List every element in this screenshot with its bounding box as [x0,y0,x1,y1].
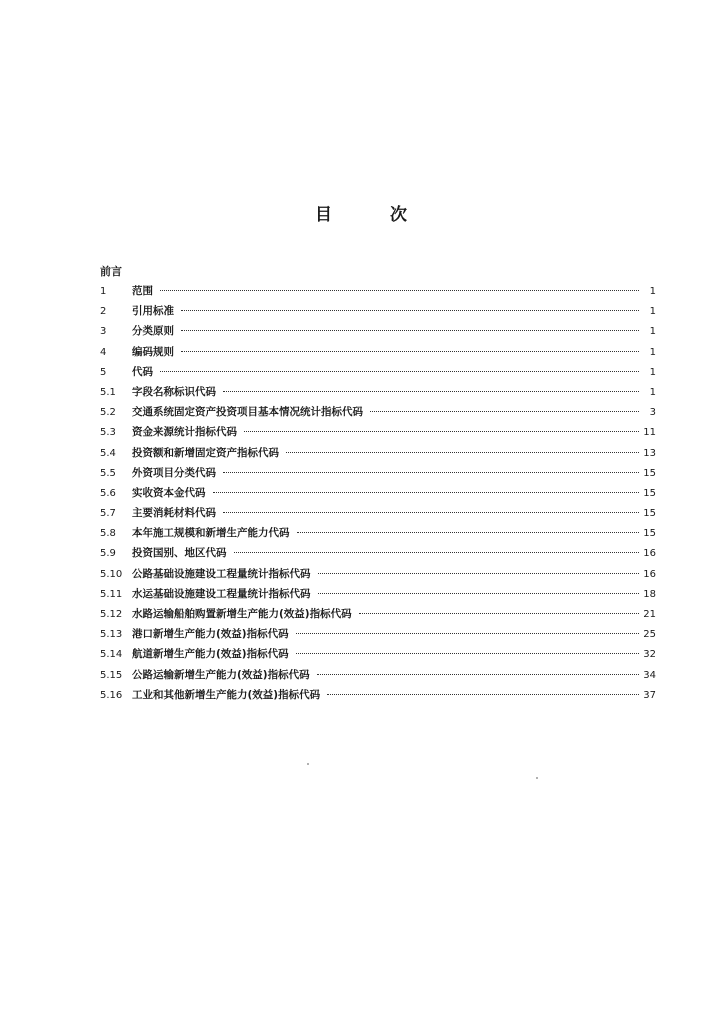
toc-entry-number: 3 [100,326,107,338]
toc-entry [100,685,656,705]
toc-leader-dots [286,452,639,453]
toc-entry [100,564,656,584]
toc-entry-number: 2 [100,306,107,318]
toc-entry-title: 水运基础设施建设工程量统计指标代码 [132,587,311,600]
toc-entry [100,644,656,664]
toc-entry-title: 本年施工规模和新增生产能力代码 [132,527,290,540]
toc-entry-title: 投资额和新增固定资产指标代码 [132,446,279,459]
toc-entry-number: 5.5 [100,467,116,479]
toc-entry-page: 11 [643,427,656,439]
toc-entry-page: 1 [649,386,656,398]
toc-entry-title: 交通系统固定资产投资项目基本情况统计指标代码 [132,406,363,419]
toc-entry [100,463,656,483]
toc-entry-page: 1 [649,286,656,297]
toc-entry-page: 16 [643,568,656,580]
toc-entry-page: 21 [643,609,656,620]
toc-entry-title: 工业和其他新增生产能力(效益)指标代码 [132,688,321,701]
toc-entry-number: 5.4 [100,447,116,459]
toc-entry [100,443,656,463]
toc-entry-page: 15 [643,508,656,520]
toc-leader-dots [370,411,639,412]
toc-entry-page: 18 [643,588,656,600]
toc-entry-number: 5.9 [100,548,116,560]
toc-entry [100,523,656,543]
toc-leader-dots [223,391,639,392]
toc-leader-dots [213,492,640,493]
toc-entry-page: 16 [643,548,656,560]
toc-leader-dots [317,674,639,675]
toc-entry-page: 15 [643,528,656,540]
toc-entry-page: 1 [649,346,656,358]
toc-entry [100,543,656,563]
toc-leader-dots [181,351,639,352]
toc-entry-title: 范围 [132,285,153,297]
toc-leader-dots [296,633,639,634]
toc-leader-dots [359,613,639,614]
toc-leader-dots [223,512,639,513]
toc-leader-dots [160,290,639,291]
toc-entry-page: 15 [643,467,656,479]
toc-entry [100,342,656,362]
toc-entry-title: 投资国别、地区代码 [132,547,227,560]
toc-entry-title: 字段名称标识代码 [132,385,216,398]
toc-entry-title: 代码 [132,365,153,378]
toc-leader-dots [181,330,639,331]
toc-entry-page: 1 [649,366,656,378]
toc-entry [100,483,656,503]
toc-entry-title: 主要消耗材料代码 [132,507,216,520]
page-title: 目 次 [315,205,433,225]
toc-entry-page: 32 [643,649,656,661]
toc-entry [100,301,656,321]
toc-entry-number: 5.11 [100,588,123,600]
toc-entry-title: 外资项目分类代码 [132,466,216,479]
toc-entry-title: 港口新增生产能力(效益)指标代码 [132,628,289,641]
toc-entry-number: 5.3 [100,427,116,439]
toc-entry-number: 5.8 [100,528,116,540]
toc-entry-number: 5.16 [100,689,123,701]
toc-entry-title: 航道新增生产能力(效益)指标代码 [132,648,289,661]
toc-entry [100,281,656,301]
toc-entry-number: 5.7 [100,508,116,520]
toc-leader-dots [297,532,640,533]
toc-heading-foreword: 前言 [100,265,122,278]
toc-entry-title: 公路基础设施建设工程量统计指标代码 [132,567,311,580]
toc-entry [100,382,656,402]
toc-entry [100,402,656,422]
toc-entry [100,321,656,341]
toc-leader-dots [296,653,639,654]
toc-entry-number: 5.6 [100,487,116,499]
toc-entry-title: 引用标准 [132,305,174,318]
toc-entry [100,604,656,624]
toc-entry-number: 5.12 [100,609,123,620]
scan-speck [307,763,309,765]
toc-leader-dots [318,573,640,574]
toc-leader-dots [160,371,639,372]
toc-entry-title: 编码规则 [132,345,174,358]
toc-entry-title: 资金来源统计指标代码 [132,426,237,439]
toc-entry-number: 4 [100,346,107,358]
toc-entry-number: 5 [100,366,107,378]
toc-leader-dots [244,431,639,432]
toc-entry-title: 实收资本金代码 [132,486,206,499]
toc-entry-number: 5.13 [100,629,123,641]
toc-entry-page: 34 [643,669,656,681]
toc-entry-page: 13 [643,447,656,459]
toc-leader-dots [234,552,640,553]
toc-entry-page: 1 [649,306,656,318]
toc-entry-title: 分类原则 [132,325,174,338]
toc-leader-dots [223,472,639,473]
toc-leader-dots [327,694,639,695]
toc-entry [100,362,656,382]
table-of-contents [100,281,656,705]
toc-entry [100,624,656,644]
toc-entry-number: 1 [100,286,107,297]
toc-entry-number: 5.15 [100,669,123,681]
toc-leader-dots [181,310,639,311]
toc-entry [100,665,656,685]
toc-entry-page: 3 [649,407,656,419]
toc-entry-number: 5.1 [100,386,116,398]
toc-entry-number: 5.2 [100,407,116,419]
toc-entry-title: 公路运输新增生产能力(效益)指标代码 [132,668,310,681]
toc-entry-page: 15 [643,487,656,499]
toc-leader-dots [318,593,640,594]
toc-entry-title: 水路运输船舶购置新增生产能力(效益)指标代码 [132,608,352,620]
scan-speck [536,777,538,779]
toc-entry-page: 1 [649,326,656,338]
toc-entry-page: 25 [643,629,656,641]
toc-entry-number: 5.14 [100,649,123,661]
toc-entry [100,422,656,442]
toc-entry [100,503,656,523]
toc-entry [100,584,656,604]
toc-entry-page: 37 [643,689,656,701]
toc-entry-number: 5.10 [100,568,123,580]
